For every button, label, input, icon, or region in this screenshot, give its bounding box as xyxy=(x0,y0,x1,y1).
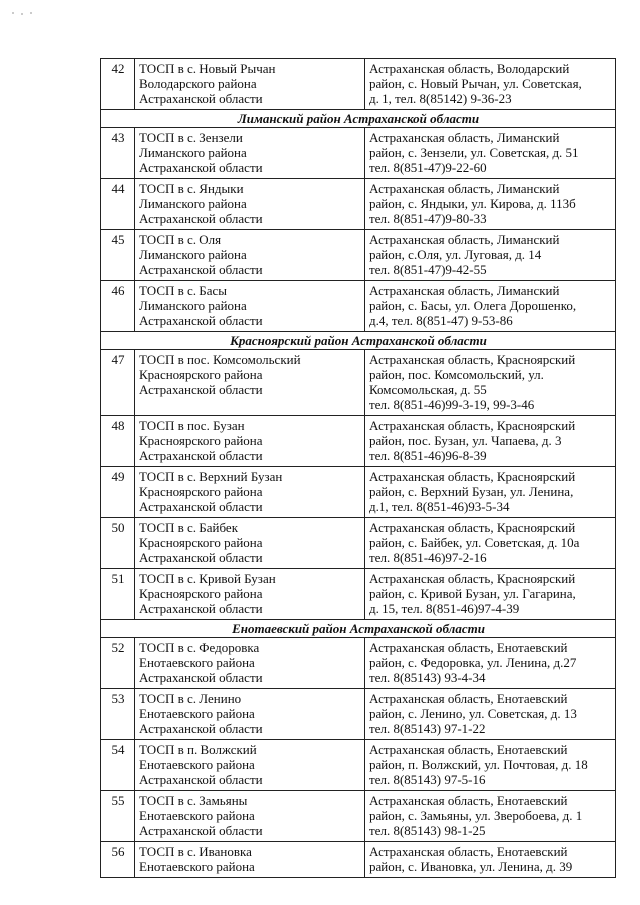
section-title: Енотаевский район Астраханской области xyxy=(101,620,616,638)
office-address-line: Астраханская область, Красноярский xyxy=(369,352,576,367)
section-header-row xyxy=(101,110,616,128)
office-name-line: Красноярского района xyxy=(139,586,263,601)
row-number: 50 xyxy=(101,518,135,569)
office-address-cell xyxy=(365,842,616,878)
office-address-line: Астраханская область, Красноярский xyxy=(369,571,576,586)
office-address-line: тел. 8(85143) 97-1-22 xyxy=(369,721,486,736)
table-row xyxy=(101,350,616,416)
office-address-line: район, с. Федоровка, ул. Ленина, д.27 xyxy=(369,655,577,670)
section-title: Лиманский район Астраханской области xyxy=(101,110,616,128)
office-address-line: район, с. Ленино, ул. Советская, д. 13 xyxy=(369,706,577,721)
office-address-line: район, с. Кривой Бузан, ул. Гагарина, xyxy=(369,586,576,601)
office-address-line: район, с. Яндыки, ул. Кирова, д. 113б xyxy=(369,196,576,211)
table-row xyxy=(101,638,616,689)
office-address-line: район, с. Ивановка, ул. Ленина, д. 39 xyxy=(369,859,573,874)
office-address-line: Астраханская область, Лиманский xyxy=(369,283,560,298)
office-name-cell xyxy=(135,128,365,179)
office-address-line: д.4, тел. 8(851-47) 9-53-86 xyxy=(369,313,513,328)
office-name-line: ТОСП в с. Басы xyxy=(139,283,228,298)
row-number: 51 xyxy=(101,569,135,620)
office-address-line: тел. 8(851-47)9-80-33 xyxy=(369,211,487,226)
office-name-line: Енотаевского района xyxy=(139,655,255,670)
office-name-line: Енотаевского района xyxy=(139,859,255,874)
office-address-line: район, с. Новый Рычан, ул. Советская, xyxy=(369,76,582,91)
office-address-line: Астраханская область, Лиманский xyxy=(369,181,560,196)
office-name-line: Астраханской области xyxy=(139,499,263,514)
office-name-line: ТОСП в с. Федоровка xyxy=(139,640,260,655)
office-name-line: Астраханской области xyxy=(139,550,263,565)
office-name-cell xyxy=(135,467,365,518)
office-name-line: Астраханской области xyxy=(139,160,263,175)
office-name-line: Енотаевского района xyxy=(139,808,255,823)
office-name-line: ТОСП в с. Яндыки xyxy=(139,181,244,196)
office-address-line: Астраханская область, Енотаевский xyxy=(369,640,568,655)
office-name-line: ТОСП в с. Верхний Бузан xyxy=(139,469,283,484)
office-address-cell xyxy=(365,569,616,620)
office-name-line: Енотаевского района xyxy=(139,706,255,721)
office-address-cell xyxy=(365,791,616,842)
office-name-line: Астраханской области xyxy=(139,448,263,463)
office-address-line: Астраханская область, Лиманский xyxy=(369,130,560,145)
office-name-line: ТОСП в пос. Бузан xyxy=(139,418,245,433)
table-row xyxy=(101,416,616,467)
office-address-cell xyxy=(365,689,616,740)
row-number: 48 xyxy=(101,416,135,467)
office-name-line: ТОСП в с. Зензели xyxy=(139,130,243,145)
section-header-row xyxy=(101,332,616,350)
office-address-line: район, с. Замьяны, ул. Зверобоева, д. 1 xyxy=(369,808,583,823)
row-number: 42 xyxy=(101,59,135,110)
row-number: 56 xyxy=(101,842,135,878)
office-name-line: Астраханской области xyxy=(139,772,263,787)
office-address-cell xyxy=(365,467,616,518)
office-name-line: Красноярского района xyxy=(139,367,263,382)
office-address-cell xyxy=(365,638,616,689)
office-name-cell xyxy=(135,740,365,791)
office-name-cell xyxy=(135,689,365,740)
office-address-line: район, с.Оля, ул. Луговая, д. 14 xyxy=(369,247,542,262)
office-name-line: Астраханской области xyxy=(139,211,263,226)
office-name-cell xyxy=(135,179,365,230)
office-address-cell xyxy=(365,230,616,281)
office-name-line: Астраханской области xyxy=(139,721,263,736)
office-address-line: район, пос. Бузан, ул. Чапаева, д. 3 xyxy=(369,433,562,448)
row-number: 43 xyxy=(101,128,135,179)
office-address-line: Астраханская область, Лиманский xyxy=(369,232,560,247)
table-row xyxy=(101,569,616,620)
office-address-line: район, с. Верхний Бузан, ул. Ленина, xyxy=(369,484,574,499)
office-address-cell xyxy=(365,128,616,179)
office-address-line: тел. 8(851-46)97-2-16 xyxy=(369,550,487,565)
office-address-line: Астраханская область, Красноярский xyxy=(369,469,576,484)
table-row xyxy=(101,467,616,518)
office-address-line: Комсомольская, д. 55 xyxy=(369,382,487,397)
office-address-cell xyxy=(365,518,616,569)
office-name-line: Красноярского района xyxy=(139,433,263,448)
offices-table xyxy=(100,58,616,878)
office-name-cell xyxy=(135,350,365,416)
office-name-line: Лиманского района xyxy=(139,247,247,262)
office-address-line: Астраханская область, Енотаевский xyxy=(369,844,568,859)
office-name-line: ТОСП в с. Новый Рычан xyxy=(139,61,276,76)
office-address-line: тел. 8(851-47)9-22-60 xyxy=(369,160,487,175)
table-row xyxy=(101,281,616,332)
office-address-line: д. 15, тел. 8(851-46)97-4-39 xyxy=(369,601,520,616)
office-name-cell xyxy=(135,59,365,110)
office-address-line: Астраханская область, Енотаевский xyxy=(369,742,568,757)
office-name-line: ТОСП в с. Замьяны xyxy=(139,793,248,808)
office-name-line: Астраханской области xyxy=(139,313,263,328)
office-name-line: Володарского района xyxy=(139,76,257,91)
office-address-line: тел. 8(85143) 97-5-16 xyxy=(369,772,486,787)
office-name-line: ТОСП в с. Ленино xyxy=(139,691,242,706)
office-address-cell xyxy=(365,416,616,467)
row-number: 44 xyxy=(101,179,135,230)
office-address-line: Астраханская область, Красноярский xyxy=(369,418,576,433)
office-address-cell xyxy=(365,179,616,230)
table-row xyxy=(101,59,616,110)
row-number: 54 xyxy=(101,740,135,791)
office-address-line: район, с. Байбек, ул. Советская, д. 10а xyxy=(369,535,580,550)
office-name-line: Лиманского района xyxy=(139,298,247,313)
office-address-line: тел. 8(85143) 93-4-34 xyxy=(369,670,486,685)
section-title: Красноярский район Астраханской области xyxy=(101,332,616,350)
office-name-line: Красноярского района xyxy=(139,484,263,499)
office-name-line: Астраханской области xyxy=(139,262,263,277)
offices-table-body xyxy=(101,59,616,878)
row-number: 45 xyxy=(101,230,135,281)
office-name-cell xyxy=(135,638,365,689)
office-name-line: Красноярского района xyxy=(139,535,263,550)
office-address-line: район, с. Басы, ул. Олега Дорошенко, xyxy=(369,298,577,313)
office-address-line: Астраханская область, Енотаевский xyxy=(369,691,568,706)
office-address-line: район, с. Зензели, ул. Советская, д. 51 xyxy=(369,145,579,160)
row-number: 53 xyxy=(101,689,135,740)
row-number: 49 xyxy=(101,467,135,518)
office-address-line: Астраханская область, Енотаевский xyxy=(369,793,568,808)
scan-speck xyxy=(12,12,36,15)
office-name-line: ТОСП в пос. Комсомольский xyxy=(139,352,301,367)
office-address-line: Астраханская область, Красноярский xyxy=(369,520,576,535)
row-number: 55 xyxy=(101,791,135,842)
office-address-cell xyxy=(365,59,616,110)
office-address-cell xyxy=(365,281,616,332)
office-name-line: ТОСП в с. Байбек xyxy=(139,520,239,535)
office-name-cell xyxy=(135,416,365,467)
office-name-line: Енотаевского района xyxy=(139,757,255,772)
office-name-cell xyxy=(135,281,365,332)
office-address-cell xyxy=(365,350,616,416)
table-row xyxy=(101,740,616,791)
office-address-cell xyxy=(365,740,616,791)
document-page xyxy=(100,58,616,878)
office-address-line: д. 1, тел. 8(85142) 9-36-23 xyxy=(369,91,512,106)
office-name-cell xyxy=(135,518,365,569)
office-address-line: тел. 8(85143) 98-1-25 xyxy=(369,823,486,838)
office-name-cell xyxy=(135,842,365,878)
table-row xyxy=(101,128,616,179)
office-name-cell xyxy=(135,230,365,281)
office-address-line: тел. 8(851-46)96-8-39 xyxy=(369,448,487,463)
office-name-line: Астраханской области xyxy=(139,601,263,616)
office-name-line: Астраханской области xyxy=(139,91,263,106)
office-name-line: Астраханской области xyxy=(139,382,263,397)
office-address-line: район, п. Волжский, ул. Почтовая, д. 18 xyxy=(369,757,588,772)
office-name-line: ТОСП в п. Волжский xyxy=(139,742,257,757)
office-name-line: Лиманского района xyxy=(139,145,247,160)
row-number: 46 xyxy=(101,281,135,332)
section-header-row xyxy=(101,620,616,638)
office-address-line: район, пос. Комсомольский, ул. xyxy=(369,367,544,382)
office-name-line: ТОСП в с. Оля xyxy=(139,232,222,247)
office-name-cell xyxy=(135,569,365,620)
office-name-cell xyxy=(135,791,365,842)
row-number: 52 xyxy=(101,638,135,689)
office-name-line: Астраханской области xyxy=(139,823,263,838)
table-row xyxy=(101,791,616,842)
table-row xyxy=(101,689,616,740)
table-row xyxy=(101,842,616,878)
table-row xyxy=(101,179,616,230)
office-name-line: Лиманского района xyxy=(139,196,247,211)
row-number: 47 xyxy=(101,350,135,416)
office-address-line: тел. 8(851-46)99-3-19, 99-3-46 xyxy=(369,397,535,412)
office-name-line: ТОСП в с. Ивановка xyxy=(139,844,252,859)
office-address-line: Астраханская область, Володарский xyxy=(369,61,570,76)
table-row xyxy=(101,518,616,569)
office-name-line: ТОСП в с. Кривой Бузан xyxy=(139,571,276,586)
table-row xyxy=(101,230,616,281)
office-address-line: тел. 8(851-47)9-42-55 xyxy=(369,262,487,277)
office-name-line: Астраханской области xyxy=(139,670,263,685)
office-address-line: д.1, тел. 8(851-46)93-5-34 xyxy=(369,499,510,514)
